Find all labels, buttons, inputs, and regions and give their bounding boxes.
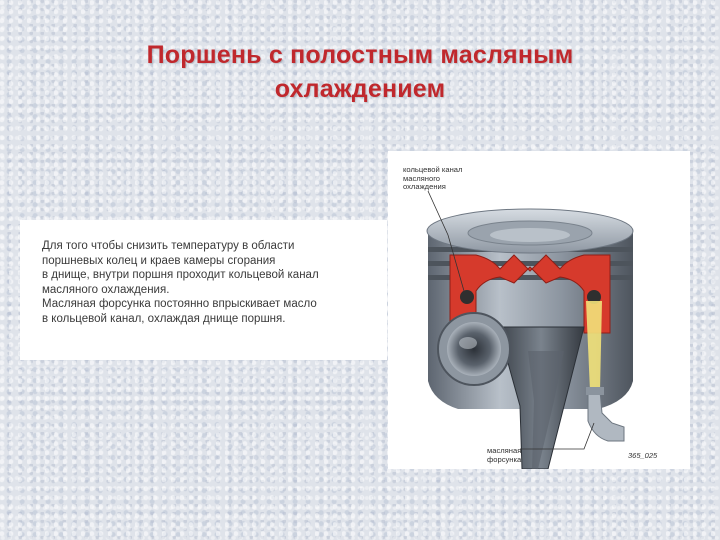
- label-ring-channel: [403, 166, 462, 192]
- label-line: кольцевой канал: [403, 165, 463, 174]
- figure-code: 365_025: [628, 451, 658, 460]
- slide-title-line-2: охлаждением: [274, 75, 446, 103]
- description-line: поршневых колец и краев камеры сгорания: [42, 254, 276, 267]
- piston-pin: [438, 313, 510, 385]
- description-text: [42, 239, 387, 327]
- label-line: форсунка: [487, 454, 522, 464]
- slide-title: [0, 38, 720, 106]
- piston-figure: [388, 151, 690, 469]
- label-line: охлаждения: [403, 182, 446, 192]
- label-oil-nozzle: [487, 447, 521, 464]
- slide-title-line-1: Поршень с полостным масляным: [146, 41, 574, 69]
- description-line: в кольцевой канал, охлаждая днище поршня.: [42, 312, 286, 325]
- description-line: Для того чтобы снизить температуру в области: [42, 240, 295, 252]
- piston-illustration: [388, 151, 690, 469]
- label-line: масляная: [487, 446, 522, 455]
- description-line: масляного охлаждения.: [42, 283, 170, 296]
- description-panel: [20, 220, 387, 360]
- description-line: в днище, внутри поршня проходит кольцевой канал: [42, 269, 319, 282]
- ring-channel-hole: [460, 290, 474, 304]
- description-line: Масляная форсунка постоянно впрыскивает масло: [42, 298, 317, 311]
- label-line: масляного: [403, 173, 441, 183]
